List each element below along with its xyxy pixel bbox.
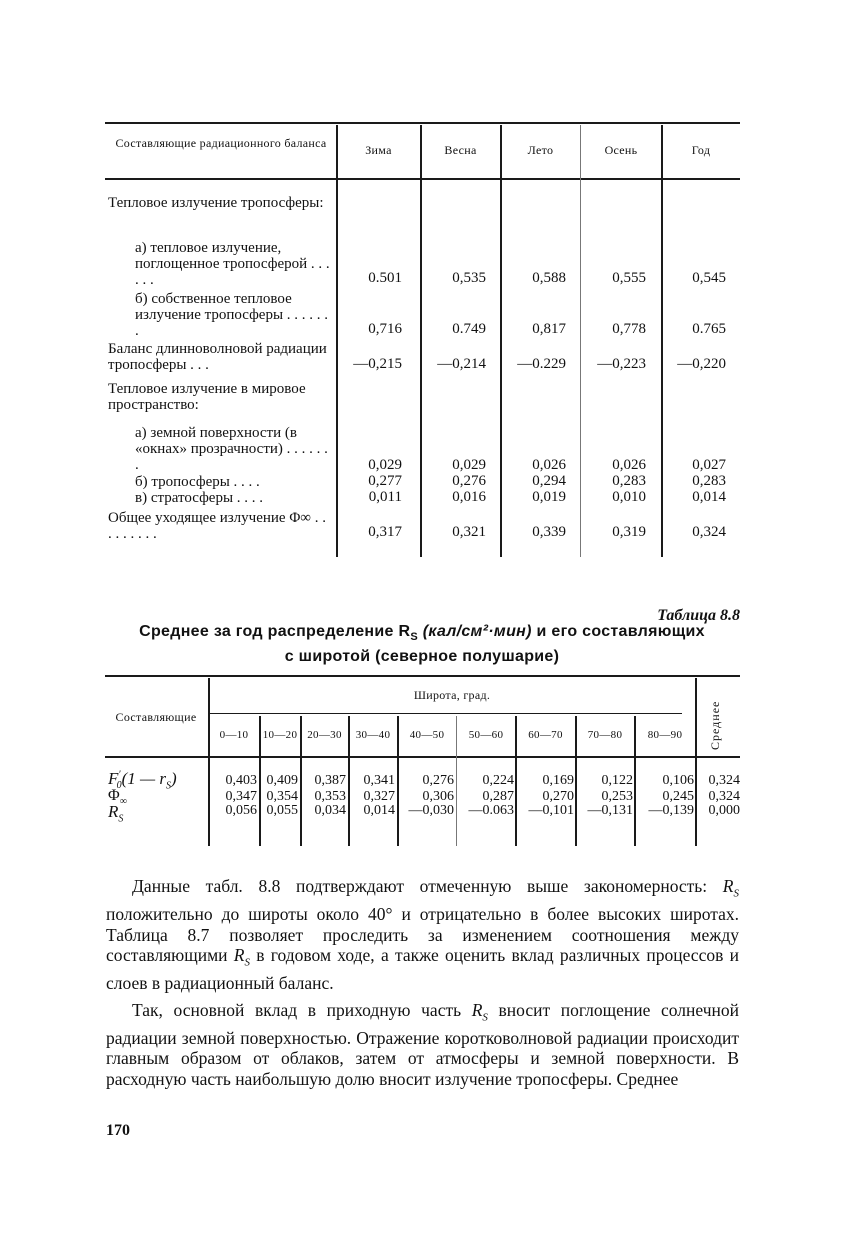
row-label-absorbed: а) тепловое излучение, поглощенное тропосферой . . . . . . <box>135 240 330 288</box>
header-year: Год <box>691 143 711 157</box>
cell-mean: 0,324 <box>708 773 740 788</box>
cell: —0,214 <box>437 356 486 372</box>
cell: —0.063 <box>468 803 514 818</box>
cell: 0,014 <box>363 803 395 818</box>
var-r: R <box>471 999 483 1020</box>
cell: 0,245 <box>662 789 694 804</box>
row-label-total-outgoing: Общее уходящее излучение Φ∞ . . . . . . . . . <box>108 510 326 542</box>
cell: 0,010 <box>612 489 646 505</box>
group-rule <box>209 713 682 714</box>
row-label-surface: а) земной поверхности (в «окнах» прозрачности) . . . . . . . <box>135 425 328 473</box>
cell: 0,324 <box>692 524 726 540</box>
header-winter: Зима <box>365 143 392 157</box>
cell: 0,253 <box>601 789 633 804</box>
cell: 0,224 <box>482 773 514 788</box>
cell: 0,354 <box>266 789 298 804</box>
header-lat: 0—10 <box>219 729 249 741</box>
cell: —0,030 <box>408 803 454 818</box>
cell: 0,019 <box>532 489 566 505</box>
cell: —0.229 <box>517 356 566 372</box>
row-label-troposphere-emission: Тепловое излучение тропосферы: <box>108 195 324 211</box>
cell: 0,327 <box>363 789 395 804</box>
row-label-absorbed-solar: $F'_0(1$ — $r_S$) <box>108 769 177 792</box>
header-lat: 50—60 <box>468 729 504 741</box>
cell: 0,014 <box>692 489 726 505</box>
table-top-rule <box>105 675 740 677</box>
cell: 0,588 <box>532 270 566 286</box>
row-label-own-emission: б) собственное тепловое излучение тропосферы . . . . . . . <box>135 291 329 339</box>
header-lat: 70—80 <box>587 729 623 741</box>
column-divider <box>695 678 697 846</box>
var-s: S <box>733 887 739 900</box>
paragraph-2 <box>106 1000 739 1090</box>
var-s: S <box>482 1011 488 1023</box>
cell-mean: 0,324 <box>708 789 740 804</box>
table-top-rule <box>105 122 740 124</box>
row-label-rs: $R_S$ <box>108 802 124 825</box>
cell: 0,545 <box>692 270 726 286</box>
header-summer: Лето <box>527 143 554 157</box>
cell: 0,277 <box>368 473 402 489</box>
header-lat: 20—30 <box>307 729 342 741</box>
cell: 0,817 <box>532 321 566 337</box>
cell: 0,026 <box>612 457 646 473</box>
cell: 0,056 <box>225 803 257 818</box>
cell: 0,283 <box>612 473 646 489</box>
cell: 0,778 <box>612 321 646 337</box>
header-lat: 60—70 <box>528 729 563 741</box>
cell: 0,535 <box>452 270 486 286</box>
row-label-outgoing: $\Phi_\infty$ <box>108 787 127 808</box>
cell: 0,409 <box>266 773 298 788</box>
cell: 0,016 <box>452 489 486 505</box>
title-units: (кал/см²·мин) <box>422 623 532 640</box>
row-label-longwave-balance: Баланс длинноволновой радиации тропосферы . . . <box>108 341 327 373</box>
cell: 0,319 <box>612 524 646 540</box>
cell: 0,387 <box>314 773 346 788</box>
table-header-rule <box>105 178 740 180</box>
cell: 0.501 <box>368 270 402 286</box>
cell: 0,276 <box>452 473 486 489</box>
title-text: Среднее за год распределение R <box>139 623 411 640</box>
header-lat: 80—90 <box>647 729 683 741</box>
row-label-stratosphere: в) стратосферы . . . . <box>135 490 264 506</box>
cell: 0,294 <box>532 473 566 489</box>
paragraph-1 <box>106 876 739 994</box>
title-subscript: S <box>410 631 418 644</box>
cell: 0,287 <box>482 789 514 804</box>
header-lat: 10—20 <box>262 729 298 741</box>
text-run: в годовом ходе, а также оценить вклад различных процессов и слоев в радиационный баланс. <box>106 945 739 993</box>
header-autumn: Осень <box>604 143 638 157</box>
cell: 0,321 <box>452 524 486 540</box>
column-divider <box>500 125 502 557</box>
column-divider <box>661 125 663 557</box>
cell: 0,011 <box>368 489 402 505</box>
cell: 0,034 <box>314 803 346 818</box>
title-line-2: с широтой (северное полушарие) <box>284 648 560 666</box>
cell: 0,716 <box>368 321 402 337</box>
cell: 0,276 <box>422 773 454 788</box>
column-divider <box>580 125 581 557</box>
column-divider <box>208 678 210 846</box>
text-run: Так, основной вклад в приходную часть <box>132 999 472 1020</box>
cell: —0,215 <box>353 356 402 372</box>
header-lat: 30—40 <box>355 729 391 741</box>
cell: 0,341 <box>363 773 395 788</box>
cell: 0,270 <box>542 789 574 804</box>
cell: 0,347 <box>225 789 257 804</box>
row-label-troposphere: б) тропосферы . . . . <box>135 474 260 490</box>
cell: 0,317 <box>368 524 402 540</box>
column-divider <box>336 125 338 557</box>
column-divider <box>420 125 422 557</box>
var-r: R <box>722 876 734 896</box>
header-component: Составляющие <box>115 710 197 724</box>
cell: 0,283 <box>692 473 726 489</box>
cell: 0,122 <box>601 773 633 788</box>
cell: 0.749 <box>452 321 486 337</box>
cell: —0,223 <box>597 356 646 372</box>
cell: 0,403 <box>225 773 257 788</box>
text-run: вносит поглощение солнечной радиации земной поверхностью. Отражение коротковолновой радиации происходит главным образом от облаков, затем от атмосферы и земной поверхности. В расходную часть наибольшую долю вносит излучение тропосферы. Среднее <box>106 999 739 1089</box>
header-spring: Весна <box>444 143 477 157</box>
cell: —0,101 <box>528 803 574 818</box>
cell: 0,026 <box>532 457 566 473</box>
cell: 0,055 <box>266 803 298 818</box>
var-r: R <box>233 945 245 965</box>
cell: —0,139 <box>648 803 694 818</box>
cell: 0,339 <box>532 524 566 540</box>
cell-mean: 0,000 <box>708 803 740 818</box>
cell: 0,169 <box>542 773 574 788</box>
table-header-rule <box>105 756 740 758</box>
cell: 0.765 <box>692 321 726 337</box>
header-lat: 40—50 <box>409 729 445 741</box>
page-number: 170 <box>106 1122 130 1139</box>
table-caption-number: Таблица 8.8 <box>657 607 740 624</box>
cell: 0,027 <box>692 457 726 473</box>
header-latitude-group: Широта, град. <box>413 688 491 702</box>
text-run: Данные табл. 8.8 подтверждают отмеченную выше закономерность: <box>132 876 723 896</box>
cell: 0,306 <box>422 789 454 804</box>
cell: 0,555 <box>612 270 646 286</box>
text-run: положительно до широты около 40° и отрицательно в более высоких широтах. Таблица 8.7 позволяет проследить за изменением соотношения между составляющими <box>106 904 739 965</box>
table-title <box>100 622 744 667</box>
row-label-space-emission: Тепловое излучение в мировое пространство: <box>108 381 306 413</box>
cell: —0,220 <box>677 356 726 372</box>
body-text <box>106 876 739 1089</box>
cell: 0,029 <box>368 457 402 473</box>
cell: 0,353 <box>314 789 346 804</box>
cell: 0,029 <box>452 457 486 473</box>
title-text-rest: и его составляющих <box>536 623 705 640</box>
var-s: S <box>244 956 250 969</box>
header-component: Составляющие радиационного баланса <box>115 136 327 150</box>
cell: 0,106 <box>662 773 694 788</box>
header-mean: Среднее <box>708 700 722 750</box>
cell: —0,131 <box>587 803 633 818</box>
